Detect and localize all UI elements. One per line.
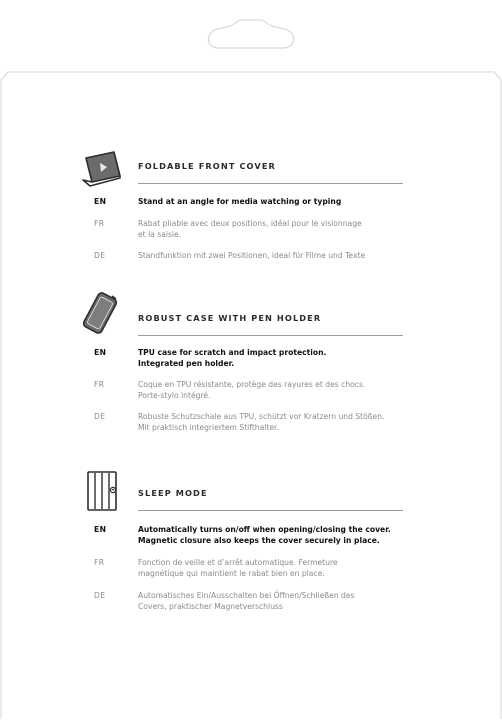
foldable-cover-icon xyxy=(80,148,126,194)
tablet-case-pen-icon xyxy=(80,290,126,336)
feature-text-de: Robuste Schutzschale aus TPU, schützt vor Kratzern und Stößen. Mit praktisch integriertem Stifthalter. xyxy=(138,412,385,432)
lang-code-fr: FR xyxy=(94,380,105,389)
lang-code-de: DE xyxy=(94,251,106,260)
lang-code-en: EN xyxy=(94,525,107,534)
section-heading: FOLDABLE FRONT COVER xyxy=(138,161,276,171)
sleep-mode-icon xyxy=(80,468,126,514)
feature-text-en: TPU case for scratch and impact protection. Integrated pen holder. xyxy=(138,348,327,368)
lang-code-en: EN xyxy=(94,197,107,206)
feature-text-de: Automatisches Ein/Ausschalten bei Öffnen/Schließen des Covers, praktischer Magnetverschluss xyxy=(138,591,355,611)
feature-text-en: Automatically turns on/off when opening/closing the cover. Magnetic closure also keeps the cover securely in place. xyxy=(138,525,391,545)
lang-code-de: DE xyxy=(94,412,106,421)
feature-text-fr: Rabat pliable avec deux positions, idéal pour le visionnage et la saisie. xyxy=(138,219,362,239)
feature-text-fr: Coque en TPU résistante, protège des rayures et des chocs. Porte-stylo intégré. xyxy=(138,380,366,400)
section-divider xyxy=(138,183,403,184)
feature-text-en: Stand at an angle for media watching or typing xyxy=(138,197,342,206)
lang-code-fr: FR xyxy=(94,219,105,228)
section-divider xyxy=(138,510,403,511)
section-heading: ROBUST CASE WITH PEN HOLDER xyxy=(138,313,322,323)
section-heading: SLEEP MODE xyxy=(138,488,208,498)
lang-code-en: EN xyxy=(94,348,107,357)
feature-text-de: Standfunktion mit zwei Positionen, ideal für Filme und Texte xyxy=(138,251,366,260)
lang-code-de: DE xyxy=(94,591,106,600)
feature-text-fr: Fonction de veille et d’arrêt automatique. Fermeture magnétique qui maintient le rabat bien en place. xyxy=(138,558,338,578)
section-divider xyxy=(138,335,403,336)
lang-code-fr: FR xyxy=(94,558,105,567)
